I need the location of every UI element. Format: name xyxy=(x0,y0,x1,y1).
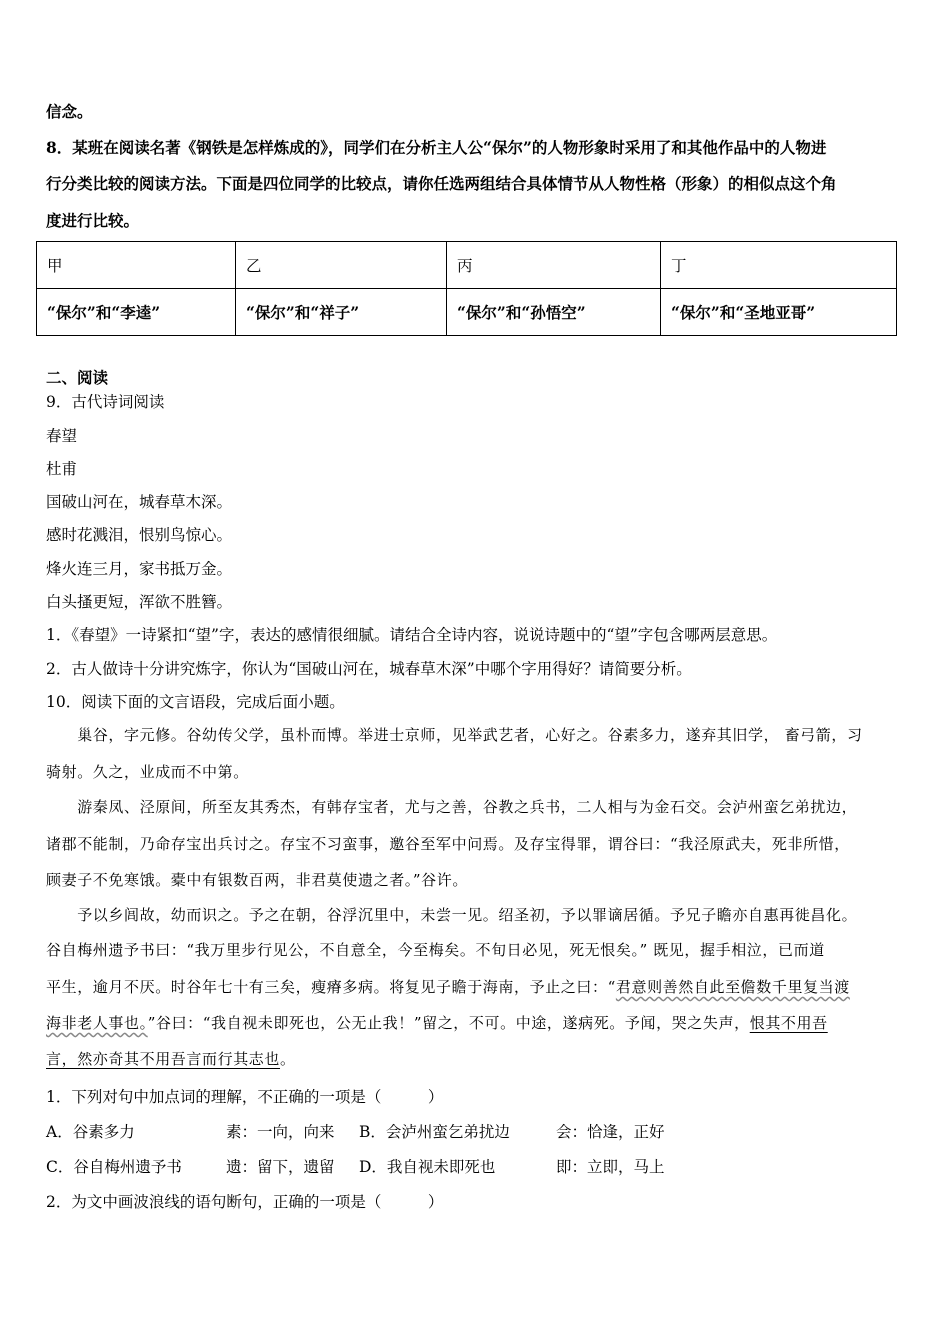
option-b-meaning: 会：恰逢，正好 xyxy=(556,1123,665,1141)
passage-line: 顾妻子不免寒饿。橐中有银数百两，非君莫使遗之者。”谷许。 xyxy=(46,871,468,889)
underlined-text: 言，然亦奇其不用吾言而行其志也 xyxy=(46,1050,281,1068)
passage-text: 平生，逾月不厌。时谷年七十有三矣，瘦瘠多病。将复见子瞻于海南，予止之曰：“ xyxy=(46,978,616,996)
option-d-meaning: 即：立即，马上 xyxy=(556,1158,665,1176)
option-c: C．谷自梅州遗予书 xyxy=(46,1158,182,1176)
poem-title: 春望 xyxy=(46,427,78,445)
option-d: D．我自视未即死也 xyxy=(359,1158,496,1176)
poem-line: 白头搔更短，浑欲不胜簪。 xyxy=(46,593,233,611)
option-a-meaning: 素：一向，向来 xyxy=(226,1123,335,1141)
passage-line xyxy=(46,976,850,997)
passage-line: 予以乡闾故，幼而识之。予之在朝，谷浮沉里中，未尝一见。绍圣初，予以罪谪居循。予兄子瞻亦自惠再徙昌化。 xyxy=(46,906,858,924)
q9-title: 9．古代诗词阅读 xyxy=(46,393,165,411)
table-header: 丁 xyxy=(661,242,897,289)
passage-line xyxy=(46,1048,296,1069)
wavy-underlined-text: 君意则善然自此至儋数千里复当渡 xyxy=(615,978,850,996)
q10-sub2: 2．为文中画波浪线的语句断句，正确的一项是（ ） xyxy=(46,1193,444,1211)
passage-line xyxy=(46,1012,828,1033)
passage-line: 游秦凤、泾原间，所至友其秀杰，有韩存宝者，尤与之善，谷教之兵书，二人相与为金石交。会泸州蛮乞弟扰边， xyxy=(46,798,858,816)
table-cell: “保尔”和“孙悟空” xyxy=(447,289,661,336)
q8-line: 行分类比较的阅读方法。下面是四位同学的比较点，请你任选两组结合具体情节从人物性格（形象）的相似点这个角 xyxy=(46,174,837,193)
underlined-text: 恨其不用吾 xyxy=(749,1014,828,1032)
table-header: 甲 xyxy=(37,242,236,289)
q8-line: 8．某班在阅读名著《钢铁是怎样炼成的》，同学们在分析主人公“保尔”的人物形象时采用了和其他作品中的人物进 xyxy=(46,138,827,157)
table-header: 丙 xyxy=(447,242,661,289)
q10-title: 10．阅读下面的文言语段，完成后面小题。 xyxy=(46,693,345,711)
q10-sub1: 1．下列对句中加点词的理解，不正确的一项是（ ） xyxy=(46,1088,444,1106)
table-cell: “保尔”和“李逵” xyxy=(37,289,236,336)
q9-sub1: 1．《春望》一诗紧扣“望”字，表达的感情很细腻。请结合全诗内容，说说诗题中的“望”字包含哪两层意思。 xyxy=(46,626,778,644)
q9-sub2: 2．古人做诗十分讲究炼字，你认为“国破山河在，城春草木深”中哪个字用得好？请简要分析。 xyxy=(46,660,692,678)
prev-tail: 信念。 xyxy=(46,102,93,121)
passage-text: ”谷曰：“我自视未即死也，公无止我！”留之，不可。中途，遂病死。予闻，哭之失声， xyxy=(147,1014,750,1032)
comparison-table xyxy=(36,241,897,336)
section-heading: 二、阅读 xyxy=(46,368,109,387)
poem-line: 国破山河在，城春草木深。 xyxy=(46,493,233,511)
option-row xyxy=(46,1120,665,1142)
passage-line: 巢谷，字元修。谷幼传父学，虽朴而博。举进士京师，见举武艺者，心好之。谷素多力，遂弃其旧学， 畜弓箭，习 xyxy=(46,726,863,744)
q8-line: 度进行比较。 xyxy=(46,211,140,230)
passage-text: 。 xyxy=(280,1050,296,1068)
passage-line: 骑射。久之，业成而不中第。 xyxy=(46,763,249,781)
wavy-underlined-text: 海非老人事也。 xyxy=(46,1014,148,1032)
passage-line: 谷自梅州遗予书曰：“我万里步行见公，不自意全，今至梅矣。不旬日必见，死无恨矣。” 既见，握手相泣，已而道 xyxy=(46,941,825,959)
option-c-meaning: 遗：留下，遗留 xyxy=(226,1158,335,1176)
poem-line: 感时花溅泪，恨别鸟惊心。 xyxy=(46,526,233,544)
table-cell: “保尔”和“祥子” xyxy=(236,289,447,336)
table-cell: “保尔”和“圣地亚哥” xyxy=(661,289,897,336)
option-b: B．会泸州蛮乞弟扰边 xyxy=(359,1123,510,1141)
option-row xyxy=(46,1155,665,1177)
passage-line: 诸郡不能制，乃命存宝出兵讨之。存宝不习蛮事，邀谷至军中问焉。及存宝得罪，谓谷曰：“我泾原武夫，死非所惜， xyxy=(46,835,850,853)
poem-line: 烽火连三月，家书抵万金。 xyxy=(46,560,233,578)
poem-author: 杜甫 xyxy=(46,460,78,478)
table-header: 乙 xyxy=(236,242,447,289)
option-a: A．谷素多力 xyxy=(46,1123,135,1141)
